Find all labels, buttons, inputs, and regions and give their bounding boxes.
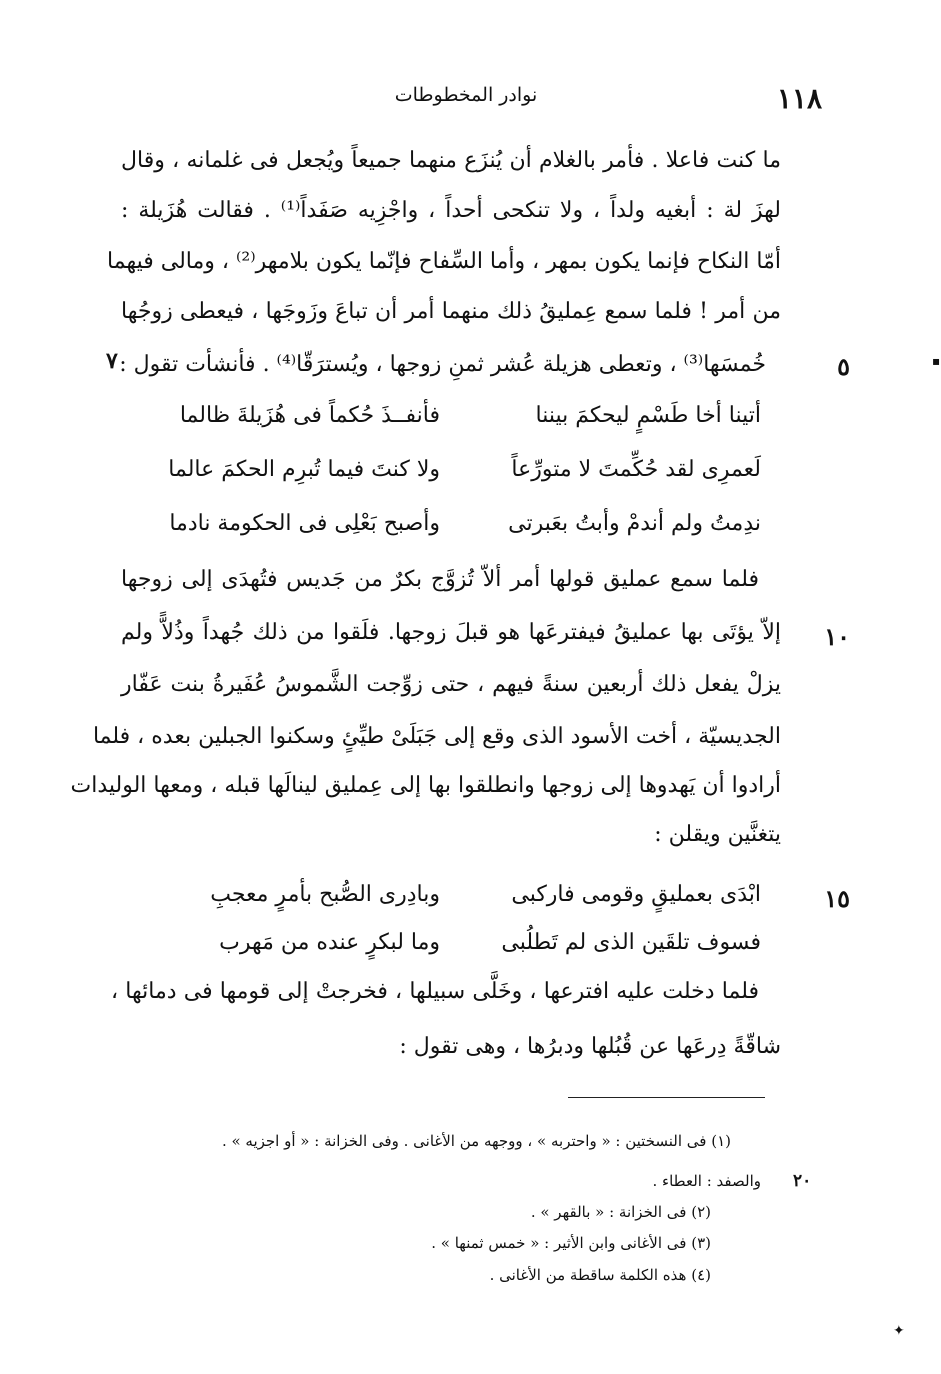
prose-line: فلما سمع عمليق قولها أمر ألاّ تُزوَّج بكرٌ من جَديس فتُهدَى إلى زوجها [121, 567, 759, 592]
verse-hemistich-left: وبادِرى الصُّبح بأمرٍ معجبِ [210, 882, 440, 907]
footnote-separator [568, 1097, 765, 1098]
line-number-20: ٢٠ [793, 1171, 812, 1191]
footnote-4: (٤) هذه الكلمة ساقطة من الأغانى . [489, 1266, 711, 1284]
verse-hemistich-left: فأنفــذَ حُكماً فى هُزَيلةَ ظالما [179, 403, 440, 428]
prose-line: يزلْ يفعل ذلك أربعين سنةً فيهم ، حتى زوِّجت الشَّموسُ عُفَيرةُ بنت عَفّار [121, 672, 781, 697]
line-number-5: ٥ [837, 352, 850, 381]
prose-line: الجديسيّة ، أخت الأسود الذى وقع إلى جَبَلَىْ طيِّئٍ وسكنوا الجبلين بعده ، فلما [92, 724, 781, 749]
prose-line: من أمر ! فلما سمع عِمليقُ ذلك منهما أمر أن تباعَ وزَوجَها ، فيعطى زوجُها [121, 299, 781, 324]
verse-hemistich-left: وما لبكرٍ عنده من مَهرب [219, 930, 440, 955]
prose-line: خُمسَها⁽³⁾ ، وتعطى هزيلة عُشر ثمنِ زوجها ، ويُسترَقّا⁽⁴⁾ . فأنشأت تقول : [119, 352, 766, 377]
prose-line: شاقّةً دِرعَها عن قُبُلها ودبرُها ، وهى تقول : [399, 1034, 781, 1059]
prose-line: ما كنت فاعلا . فأمر بالغلام أن يُنزَع منهما جميعاً ويُجعل فى غلمانه ، وقال [121, 148, 781, 173]
verse-hemistich-right: ابْدَى بعمليقٍ وقومى فاركبى [511, 882, 761, 907]
footnote-3: (٣) فى الأغانى وابن الأثير : « خمس ثمنها » . [431, 1234, 711, 1252]
prose-line: لهزَ لة : أبغيه ولداً ، ولا تنكحى أحداً ، واجْزِيه صَفَداً⁽¹⁾ . فقالت هُزَيلة : [121, 198, 781, 223]
edge-mark-icon: ▪ [932, 354, 941, 368]
line-number-15: ١٥ [824, 884, 850, 913]
print-mark-icon: ✦ [893, 1323, 905, 1339]
verse-hemistich-left: وأصبح بَعْلِى فى الحكومة نادما [169, 511, 440, 536]
prose-line: أرادوا أن يَهدوها إلى زوجها وانطلقوا بها إلى عِمليق لينالَها قبله ، ومعها الوليدات [70, 773, 781, 798]
prose-line: أمّا النكاح فإنما يكون بمهر ، وأما السِّفاح فإنّما يكون بلامهر⁽²⁾ ، ومالى فيهما [107, 249, 781, 274]
verse-hemistich-right: لَعمرِى لقد حُكِّمتَ لا متورِّعاً [511, 457, 761, 482]
page-header [110, 78, 822, 118]
verse-hemistich-left: ولا كنتَ فيما تُبرِم الحكمَ عالما [168, 457, 440, 482]
footnote-1: (١) فى النسختين : « واحتربه » ، ووجهه من الأغانى . وفى الخزانة : « أو اجزيه » . [221, 1132, 731, 1150]
footnote-1-continued: والصفد : العطاء . [652, 1172, 761, 1190]
footnote-2: (٢) فى الخزانة : « بالقهر » . [530, 1203, 711, 1221]
prose-line: فلما دخلت عليه افترعها ، وخَلَّى سبيلها ، فخرجتْ إلى قومها فى دمائها ، [111, 979, 759, 1004]
verse-hemistich-right: ندِمتُ ولم أندمْ وأبتُ بعَبرتى [508, 511, 761, 536]
verse-hemistich-right: فسوف تلقَين الذى لم تَطلُبى [501, 930, 761, 955]
running-title: نوادر المخطوطات [394, 84, 538, 106]
prose-line: إلاّ يؤتَى بها عمليقُ فيفترعَها هو قبلَ زوجها. فلَقوا من ذلك جُهداً وذُلاًّ ولم [121, 620, 781, 645]
margin-number: ٧ [106, 348, 118, 374]
verse-hemistich-right: أتينا أخا طَسْمٍ ليحكمَ بيننا [535, 403, 761, 428]
prose-line: يتغنَّين ويقلن : [654, 822, 781, 847]
line-number-10: ١٠ [824, 622, 850, 651]
page-number: ١١٨ [776, 82, 822, 115]
